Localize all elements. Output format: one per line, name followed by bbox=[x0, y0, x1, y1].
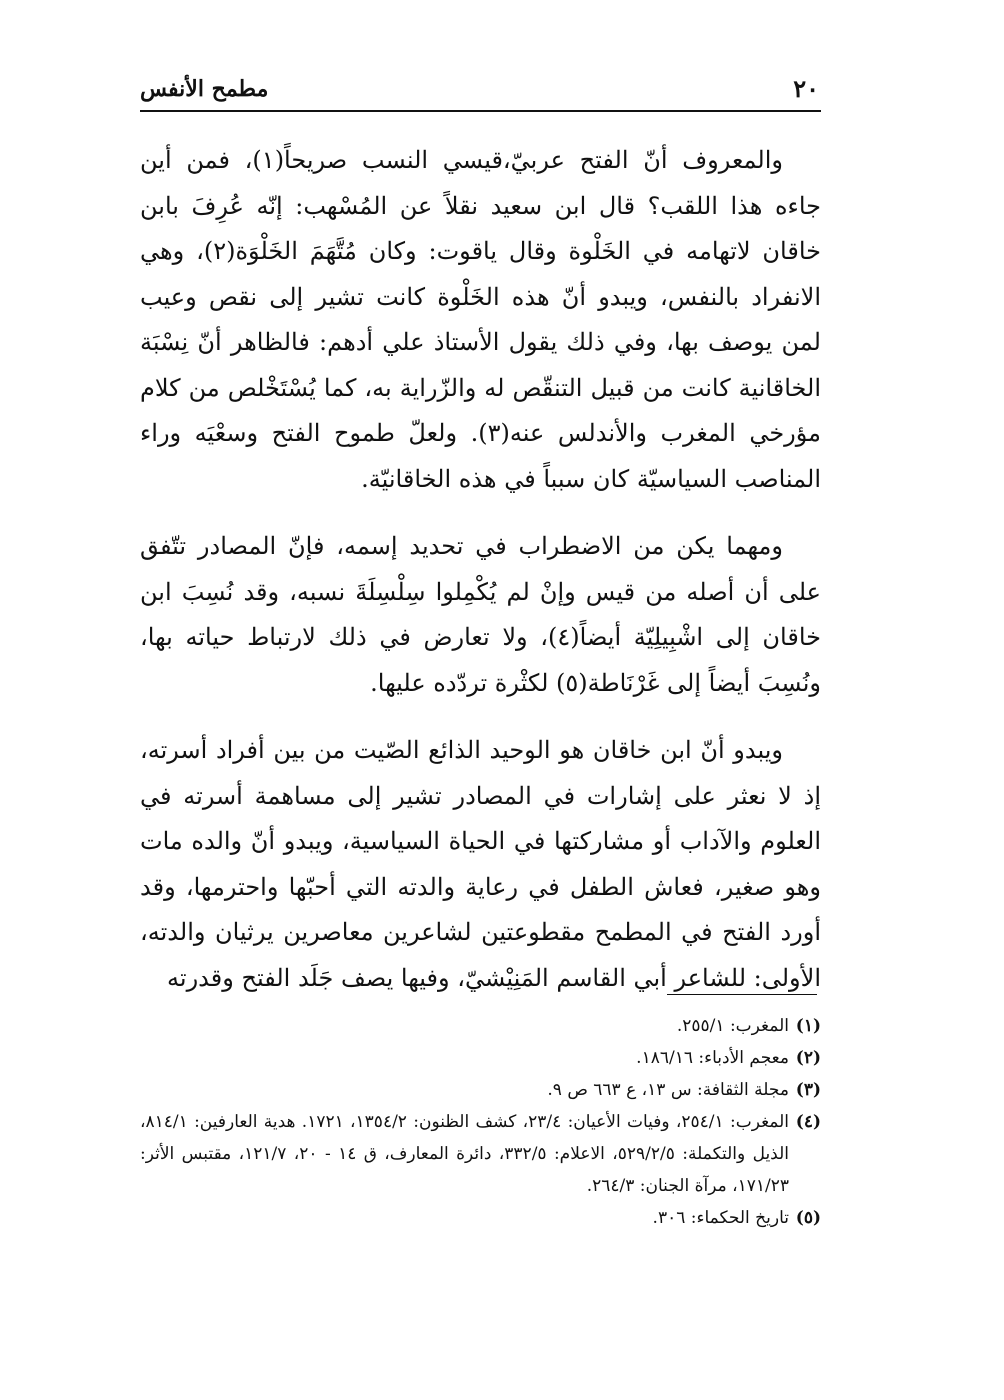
footnote-text: تاريخ الحكماء: ٣٠٦. bbox=[652, 1208, 789, 1228]
footnote-separator bbox=[667, 994, 817, 995]
paragraph-2: ومهما يكن من الاضطراب في تحديد إسمه، فإنّ المصادر تتّفق على أن أصله من قيس وإنْ لم يُكْمِلوا سِلْسِلَةَ نسبه، وقد نُسِبَ ابن خاقان إلى اشْبِيلِيّة أيضاً(٤)، ولا تعارض في ذلك لارتباط حياته بها، ونُسِبَ أيضاً إلى غَرْنَاطة(٥) لكثْرة تردّده عليها. bbox=[140, 532, 821, 697]
footnote-2 bbox=[140, 1042, 821, 1074]
footnote-5 bbox=[140, 1202, 821, 1234]
paragraph-3: ويبدو أنّ ابن خاقان هو الوحيد الذائع الصّيت من بين أفراد أسرته، إذ لا نعثر على إشارات في المصادر تشير إلى مساهمة أسرته في العلوم والآداب أو مشاركتها في الحياة السياسية، ويبدو أنّ والده مات وهو صغير، فعاش الطفل في رعاية والدته التي أحبّها واحترمها، وقد أورد الفتح في المطمح مقطوعتين لشاعرين معاصرين يرثيان والدته، الأولى: للشاعر أبي القاسم المَنِيْشيّ، وفيها يصف جَلَد الفتح وقدرته bbox=[140, 736, 821, 992]
running-title: مطمح الأنفس bbox=[140, 76, 269, 102]
page-header bbox=[140, 70, 821, 110]
footnote-1 bbox=[140, 1010, 821, 1042]
footnote-3 bbox=[140, 1074, 821, 1106]
footnote-number: (٥) bbox=[795, 1208, 821, 1228]
footnote-number: (١) bbox=[795, 1016, 821, 1036]
footnote-text: المغرب: ٢٥٥/١. bbox=[676, 1016, 789, 1036]
footnote-4 bbox=[140, 1106, 821, 1202]
page-number: ٢٠ bbox=[793, 74, 819, 103]
footnotes bbox=[140, 1010, 821, 1234]
main-text bbox=[140, 138, 821, 1023]
footnote-number: (٣) bbox=[795, 1080, 821, 1100]
paragraph-1: والمعروف أنّ الفتح عربيّ،قيسي النسب صريحاً(١)، فمن أين جاءه هذا اللقب؟ قال ابن سعيد نقلاً عن المُسْهب: إنّه عُرِفَ بابن خاقان لاتهامه في الخَلْوة وقال ياقوت: وكان مُتَّهَمَ الخَلْوَة(٢)، وهي الانفراد بالنفس، ويبدو أنّ هذه الخَلْوة كانت تشير إلى نقص وعيب لمن يوصف بها، وفي ذلك يقول الأستاذ علي أدهم: فالظاهر أنّ نِسْبَة الخاقانية كانت من قبيل التنقّص له والزّراية به، كما يُسْتَخْلص من كلام مؤرخي المغرب والأندلس عنه(٣). ولعلّ طموح الفتح وسعْيَه وراء المناصب السياسيّة كان سبباً في هذه الخاقانيّة. bbox=[140, 146, 822, 493]
footnote-text: المغرب: ٢٥٤/١، وفيات الأعيان: ٢٣/٤، كشف الظنون: ١٣٥٤/٢، ١٧٢١. هدية العارفين: ٨١٤/١، الذيل والتكملة: ٥٢٩/٢/٥، الاعلام: ٣٣٢/٥، دائرة المعارف، ق ١٤ - ٢٠، ١٢١/٧، مقتبس الأثر: ١٧١/٢٣، مرآة الجنان: ٢٦٤/٣. bbox=[140, 1112, 790, 1196]
footnote-number: (٤) bbox=[795, 1112, 822, 1132]
footnote-text: مجلة الثقافة: س ١٣، ع ٦٦٣ ص ٩. bbox=[547, 1080, 789, 1100]
footnote-number: (٢) bbox=[795, 1048, 821, 1068]
footnote-text: معجم الأدباء: ١٨٦/١٦. bbox=[636, 1048, 789, 1068]
header-rule bbox=[140, 110, 821, 112]
